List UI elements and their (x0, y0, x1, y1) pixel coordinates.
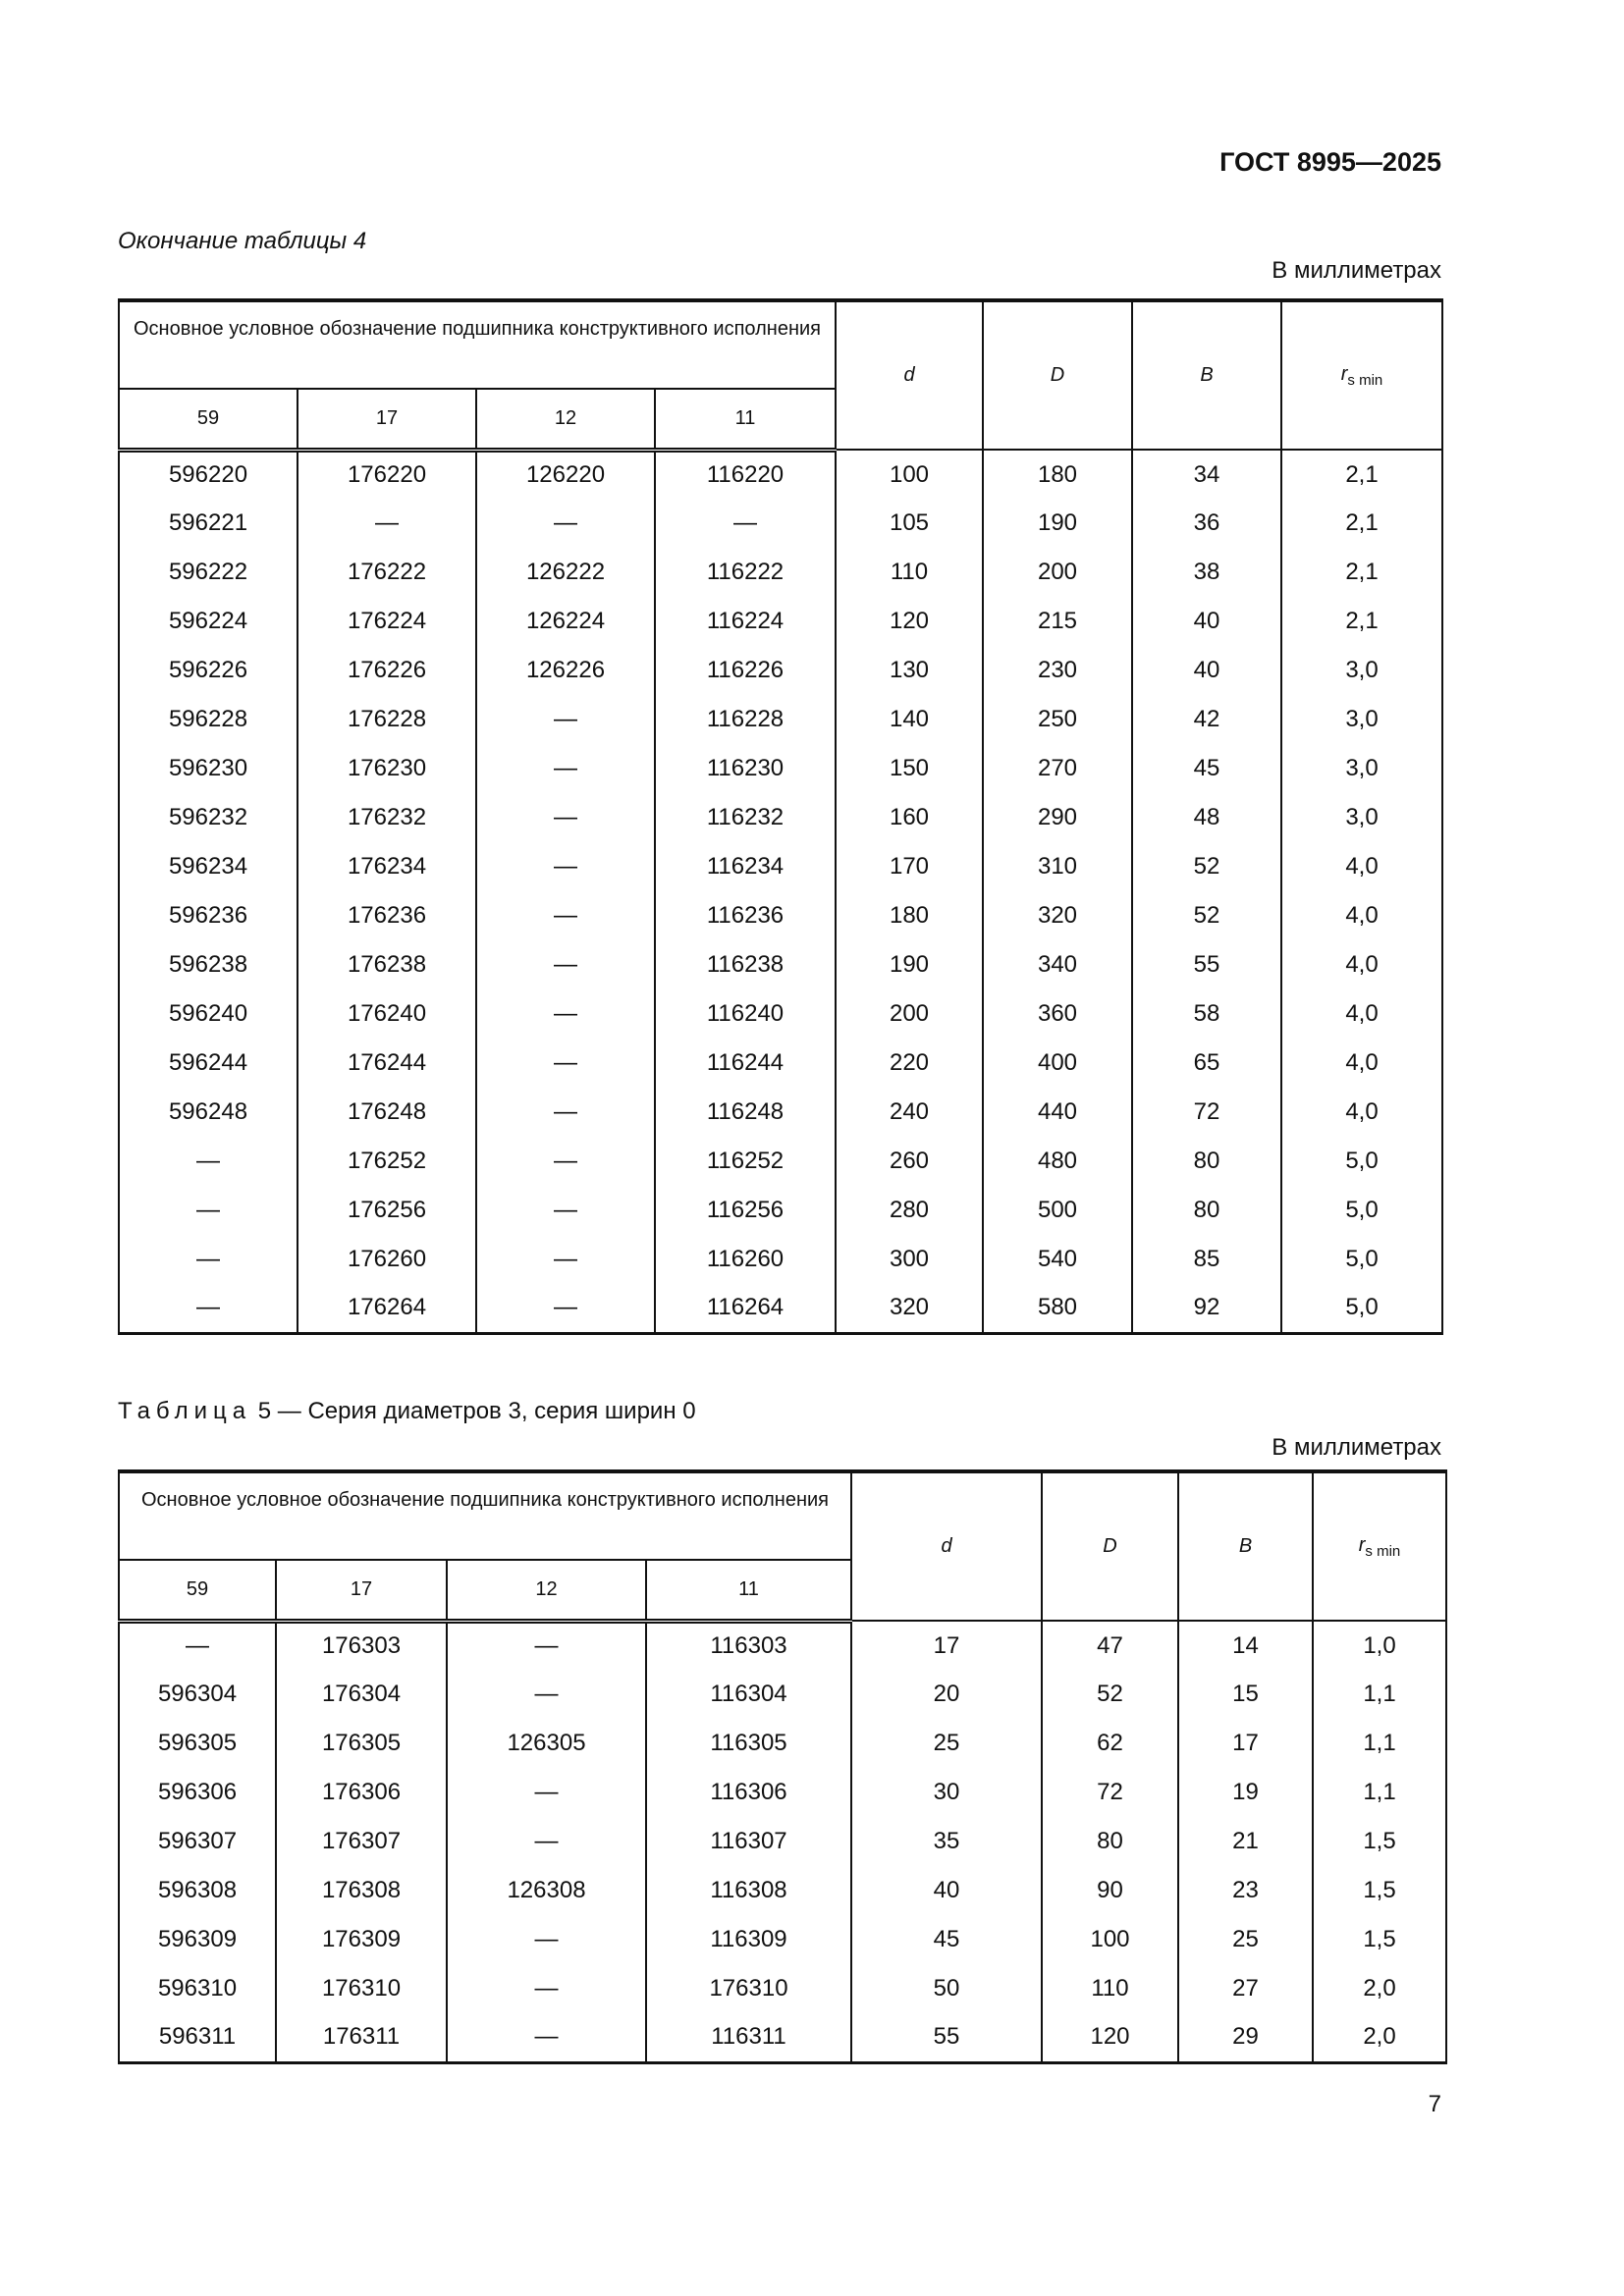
table-cell: 2,1 (1281, 450, 1442, 499)
table-row (119, 548, 1442, 597)
table-cell: 110 (1042, 1964, 1178, 2013)
page-number: 7 (1428, 2091, 1441, 2117)
table-cell: 116303 (646, 1621, 851, 1670)
table-cell: 62 (1042, 1719, 1178, 1768)
table-cell: 120 (836, 597, 983, 646)
table-cell: 116307 (646, 1817, 851, 1866)
table-cell: — (447, 1964, 646, 2013)
table-cell: 4,0 (1281, 1088, 1442, 1137)
table-cell: 50 (851, 1964, 1042, 2013)
table-cell: 500 (983, 1186, 1132, 1235)
table-cell: 176310 (646, 1964, 851, 2013)
header-B: B (1132, 300, 1281, 450)
table-cell: 38 (1132, 548, 1281, 597)
table-cell: 310 (983, 842, 1132, 891)
table-cell: 126224 (476, 597, 655, 646)
table-cell: 116260 (655, 1235, 836, 1284)
table-cell: 190 (983, 499, 1132, 548)
table-row (119, 1235, 1442, 1284)
table-cell: 126220 (476, 450, 655, 499)
header-r-sub: s min (1347, 371, 1383, 389)
table-cell: 100 (1042, 1915, 1178, 1964)
table-row (119, 793, 1442, 842)
table-cell: — (476, 695, 655, 744)
table-cell: 176304 (276, 1670, 447, 1719)
table-row (119, 1670, 1446, 1719)
table-cell: — (476, 940, 655, 989)
standard-designation: ГОСТ 8995—2025 (1219, 147, 1441, 177)
table-cell: 47 (1042, 1621, 1178, 1670)
table-cell: 215 (983, 597, 1132, 646)
table-row (119, 1039, 1442, 1088)
table-cell: 2,0 (1313, 1964, 1446, 2013)
table-cell: 360 (983, 989, 1132, 1039)
header-B: B (1178, 1471, 1313, 1621)
table-row (119, 940, 1442, 989)
table-cell: 596232 (119, 793, 298, 842)
table-row (119, 2013, 1446, 2062)
table-cell: 52 (1042, 1670, 1178, 1719)
table-cell: 30 (851, 1768, 1042, 1817)
header-r: r (1358, 1533, 1366, 1556)
subheader-12: 12 (447, 1560, 646, 1621)
table-row (119, 1088, 1442, 1137)
table-cell: 596307 (119, 1817, 276, 1866)
table-cell: 596306 (119, 1768, 276, 1817)
header-r-sub: s min (1365, 1542, 1401, 1560)
table-cell: 29 (1178, 2013, 1313, 2062)
table-row (119, 1284, 1442, 1333)
table-cell: 126308 (447, 1866, 646, 1915)
table-cell: 116306 (646, 1768, 851, 1817)
table-row (119, 695, 1442, 744)
table-cell: 36 (1132, 499, 1281, 548)
table-cell: — (447, 1768, 646, 1817)
table-cell: 176236 (298, 891, 476, 940)
table-cell: 116256 (655, 1186, 836, 1235)
table-cell: 92 (1132, 1284, 1281, 1333)
table-cell: 116311 (646, 2013, 851, 2062)
table-cell: 116234 (655, 842, 836, 891)
table-cell: 440 (983, 1088, 1132, 1137)
table-cell: 176234 (298, 842, 476, 891)
table-cell: 176228 (298, 695, 476, 744)
header-r: r (1340, 362, 1348, 385)
table-row (119, 1915, 1446, 1964)
table-cell: 55 (851, 2013, 1042, 2062)
table-cell: 35 (851, 1817, 1042, 1866)
table5-caption (118, 1398, 696, 1425)
table-cell: 2,1 (1281, 597, 1442, 646)
table-4 (118, 298, 1443, 1335)
table-cell: 25 (851, 1719, 1042, 1768)
table-cell: — (476, 793, 655, 842)
table-cell: 2,1 (1281, 548, 1442, 597)
table-cell: 72 (1132, 1088, 1281, 1137)
table-cell: 14 (1178, 1621, 1313, 1670)
table-cell: 1,5 (1313, 1866, 1446, 1915)
table-cell: 596221 (119, 499, 298, 548)
table4-unit: В миллиметрах (1272, 257, 1441, 284)
table-cell: — (476, 1235, 655, 1284)
table-cell: — (476, 744, 655, 793)
table-cell: 290 (983, 793, 1132, 842)
table-cell: 116252 (655, 1137, 836, 1186)
table-cell: — (476, 891, 655, 940)
table-cell: 52 (1132, 891, 1281, 940)
table-cell: 116309 (646, 1915, 851, 1964)
table-cell: 596238 (119, 940, 298, 989)
table-cell: 100 (836, 450, 983, 499)
table-cell: 40 (1132, 597, 1281, 646)
table-cell: 176238 (298, 940, 476, 989)
table-cell: 140 (836, 695, 983, 744)
table-cell: — (298, 499, 476, 548)
table-cell: 1,1 (1313, 1670, 1446, 1719)
table-cell: 126226 (476, 646, 655, 695)
table-cell: 596240 (119, 989, 298, 1039)
table-cell: 200 (983, 548, 1132, 597)
table-cell: 596305 (119, 1719, 276, 1768)
table-cell: 116304 (646, 1670, 851, 1719)
table-cell: 65 (1132, 1039, 1281, 1088)
table-cell: 176260 (298, 1235, 476, 1284)
table-cell: 19 (1178, 1768, 1313, 1817)
table-cell: 2,1 (1281, 499, 1442, 548)
table-cell: 90 (1042, 1866, 1178, 1915)
table-cell: — (119, 1186, 298, 1235)
table-cell: 596309 (119, 1915, 276, 1964)
table-cell: 176264 (298, 1284, 476, 1333)
table-cell: 116232 (655, 793, 836, 842)
table-cell: 280 (836, 1186, 983, 1235)
table-cell: 176226 (298, 646, 476, 695)
table-cell: 105 (836, 499, 983, 548)
table-cell: 5,0 (1281, 1137, 1442, 1186)
table-cell: 260 (836, 1137, 983, 1186)
table-cell: 120 (1042, 2013, 1178, 2062)
table-cell: 596236 (119, 891, 298, 940)
table-cell: 17 (851, 1621, 1042, 1670)
table-cell: 596230 (119, 744, 298, 793)
table-cell: — (476, 1039, 655, 1088)
table-cell: 116236 (655, 891, 836, 940)
table-cell: — (476, 499, 655, 548)
table-cell: — (476, 1284, 655, 1333)
header-D: D (1042, 1471, 1178, 1621)
table-cell: 130 (836, 646, 983, 695)
table-cell: 250 (983, 695, 1132, 744)
table-cell: 180 (983, 450, 1132, 499)
table-cell: 116240 (655, 989, 836, 1039)
header-rs-min (1313, 1471, 1446, 1621)
table-cell: 340 (983, 940, 1132, 989)
table-cell: — (119, 1235, 298, 1284)
table-cell: — (476, 842, 655, 891)
table-cell: 1,5 (1313, 1817, 1446, 1866)
table-cell: 176222 (298, 548, 476, 597)
table-cell: — (119, 1284, 298, 1333)
table-cell: 176248 (298, 1088, 476, 1137)
table-cell: 1,5 (1313, 1915, 1446, 1964)
table-cell: 320 (983, 891, 1132, 940)
caption-word: Таблица (118, 1398, 252, 1424)
table-cell: 596220 (119, 450, 298, 499)
table-cell: 5,0 (1281, 1186, 1442, 1235)
table-cell: 2,0 (1313, 2013, 1446, 2062)
table-cell: 4,0 (1281, 1039, 1442, 1088)
table-cell: 116230 (655, 744, 836, 793)
table-cell: 300 (836, 1235, 983, 1284)
subheader-11: 11 (655, 389, 836, 450)
table-cell: 34 (1132, 450, 1281, 499)
table-cell: 176311 (276, 2013, 447, 2062)
table5-unit: В миллиметрах (1272, 1434, 1441, 1461)
table-cell: 176232 (298, 793, 476, 842)
table-cell: 55 (1132, 940, 1281, 989)
table-row (119, 1719, 1446, 1768)
table-cell: 176224 (298, 597, 476, 646)
table-cell: 116228 (655, 695, 836, 744)
table-cell: 170 (836, 842, 983, 891)
table-cell: 52 (1132, 842, 1281, 891)
table-cell: 480 (983, 1137, 1132, 1186)
group-header: Основное условное обозначение подшипника конструктивного исполнения (119, 300, 836, 389)
table-row (119, 1817, 1446, 1866)
subheader-17: 17 (276, 1560, 447, 1621)
subheader-12: 12 (476, 389, 655, 450)
table-cell: — (119, 1621, 276, 1670)
table-cell: 4,0 (1281, 989, 1442, 1039)
table-cell: 596234 (119, 842, 298, 891)
table-cell: 116264 (655, 1284, 836, 1333)
table-row (119, 989, 1442, 1039)
table-cell: 17 (1178, 1719, 1313, 1768)
table-cell: 80 (1132, 1137, 1281, 1186)
table-cell: 15 (1178, 1670, 1313, 1719)
table-cell: 80 (1132, 1186, 1281, 1235)
table-cell: 596244 (119, 1039, 298, 1088)
table-row (119, 1186, 1442, 1235)
table-cell: — (476, 1186, 655, 1235)
table-cell: 1,0 (1313, 1621, 1446, 1670)
table-cell: 1,1 (1313, 1768, 1446, 1817)
header-d: d (836, 300, 983, 450)
header-rs-min (1281, 300, 1442, 450)
subheader-59: 59 (119, 389, 298, 450)
table-cell: 116224 (655, 597, 836, 646)
table-cell: 540 (983, 1235, 1132, 1284)
table-cell: 596224 (119, 597, 298, 646)
table-cell: 596311 (119, 2013, 276, 2062)
table-cell: 20 (851, 1670, 1042, 1719)
table-row (119, 499, 1442, 548)
table-cell: 116305 (646, 1719, 851, 1768)
table-cell: 596228 (119, 695, 298, 744)
table-cell: 116238 (655, 940, 836, 989)
table-cell: 320 (836, 1284, 983, 1333)
subheader-59: 59 (119, 1560, 276, 1621)
subheader-11: 11 (646, 1560, 851, 1621)
table-cell: — (447, 1915, 646, 1964)
table-cell: 42 (1132, 695, 1281, 744)
table-cell: 596248 (119, 1088, 298, 1137)
table-cell: 27 (1178, 1964, 1313, 2013)
table-row (119, 646, 1442, 695)
table-cell: 176230 (298, 744, 476, 793)
table-cell: 176240 (298, 989, 476, 1039)
table-cell: 45 (1132, 744, 1281, 793)
table-cell: 3,0 (1281, 646, 1442, 695)
table-cell: 72 (1042, 1768, 1178, 1817)
table-cell: 4,0 (1281, 940, 1442, 989)
table-cell: 596304 (119, 1670, 276, 1719)
table-cell: 126222 (476, 548, 655, 597)
table-cell: 160 (836, 793, 983, 842)
table-cell: 116248 (655, 1088, 836, 1137)
table-cell: — (447, 2013, 646, 2062)
table-row (119, 842, 1442, 891)
table-cell: 126305 (447, 1719, 646, 1768)
table-cell: 4,0 (1281, 842, 1442, 891)
table-cell: — (476, 1088, 655, 1137)
table-row (119, 891, 1442, 940)
table-cell: — (447, 1621, 646, 1670)
table-cell: 176309 (276, 1915, 447, 1964)
table-cell: 176252 (298, 1137, 476, 1186)
table-cell: — (447, 1817, 646, 1866)
table-row (119, 450, 1442, 499)
header-d: d (851, 1471, 1042, 1621)
table-cell: 200 (836, 989, 983, 1039)
table-cell: 3,0 (1281, 793, 1442, 842)
table-cell: 176307 (276, 1817, 447, 1866)
table-row (119, 1768, 1446, 1817)
table-cell: 176308 (276, 1866, 447, 1915)
table-cell: 176303 (276, 1621, 447, 1670)
table-cell: 116244 (655, 1039, 836, 1088)
table-cell: 80 (1042, 1817, 1178, 1866)
table-cell: 48 (1132, 793, 1281, 842)
header-D: D (983, 300, 1132, 450)
table-cell: 23 (1178, 1866, 1313, 1915)
table-cell: 220 (836, 1039, 983, 1088)
caption-text: 5 — Серия диаметров 3, серия ширин 0 (251, 1398, 696, 1424)
table-cell: 150 (836, 744, 983, 793)
table-cell: 596308 (119, 1866, 276, 1915)
table4-continuation-label: Окончание таблицы 4 (118, 228, 367, 254)
group-header: Основное условное обозначение подшипника конструктивного исполнения (119, 1471, 851, 1560)
table-cell: 85 (1132, 1235, 1281, 1284)
table-cell: 5,0 (1281, 1284, 1442, 1333)
table-cell: — (655, 499, 836, 548)
table-cell: 25 (1178, 1915, 1313, 1964)
table-cell: 596222 (119, 548, 298, 597)
table-cell: 176310 (276, 1964, 447, 2013)
table-cell: 58 (1132, 989, 1281, 1039)
table-row (119, 597, 1442, 646)
table-cell: 180 (836, 891, 983, 940)
table-cell: — (447, 1670, 646, 1719)
subheader-17: 17 (298, 389, 476, 450)
table-cell: 5,0 (1281, 1235, 1442, 1284)
table-cell: 240 (836, 1088, 983, 1137)
table-cell: 230 (983, 646, 1132, 695)
table-cell: 116222 (655, 548, 836, 597)
table-cell: 176306 (276, 1768, 447, 1817)
table-row (119, 1137, 1442, 1186)
table-cell: 116308 (646, 1866, 851, 1915)
table-cell: 176220 (298, 450, 476, 499)
table-cell: 4,0 (1281, 891, 1442, 940)
table-cell: 176305 (276, 1719, 447, 1768)
table-cell: 40 (851, 1866, 1042, 1915)
table-row (119, 1621, 1446, 1670)
table-row (119, 744, 1442, 793)
table-cell: 176244 (298, 1039, 476, 1088)
table-cell: 270 (983, 744, 1132, 793)
table-cell: 40 (1132, 646, 1281, 695)
table-cell: 190 (836, 940, 983, 989)
table-row (119, 1964, 1446, 2013)
table-cell: 176256 (298, 1186, 476, 1235)
table-cell: 3,0 (1281, 695, 1442, 744)
table-cell: 116226 (655, 646, 836, 695)
table-row (119, 1866, 1446, 1915)
table-cell: — (476, 1137, 655, 1186)
table-cell: 45 (851, 1915, 1042, 1964)
table-cell: 3,0 (1281, 744, 1442, 793)
table-cell: — (119, 1137, 298, 1186)
table-cell: 116220 (655, 450, 836, 499)
table-cell: 580 (983, 1284, 1132, 1333)
table-cell: 21 (1178, 1817, 1313, 1866)
table-cell: 1,1 (1313, 1719, 1446, 1768)
table-cell: 110 (836, 548, 983, 597)
table-cell: 596226 (119, 646, 298, 695)
table-cell: 596310 (119, 1964, 276, 2013)
table-5 (118, 1469, 1447, 2064)
table-cell: — (476, 989, 655, 1039)
table-cell: 400 (983, 1039, 1132, 1088)
